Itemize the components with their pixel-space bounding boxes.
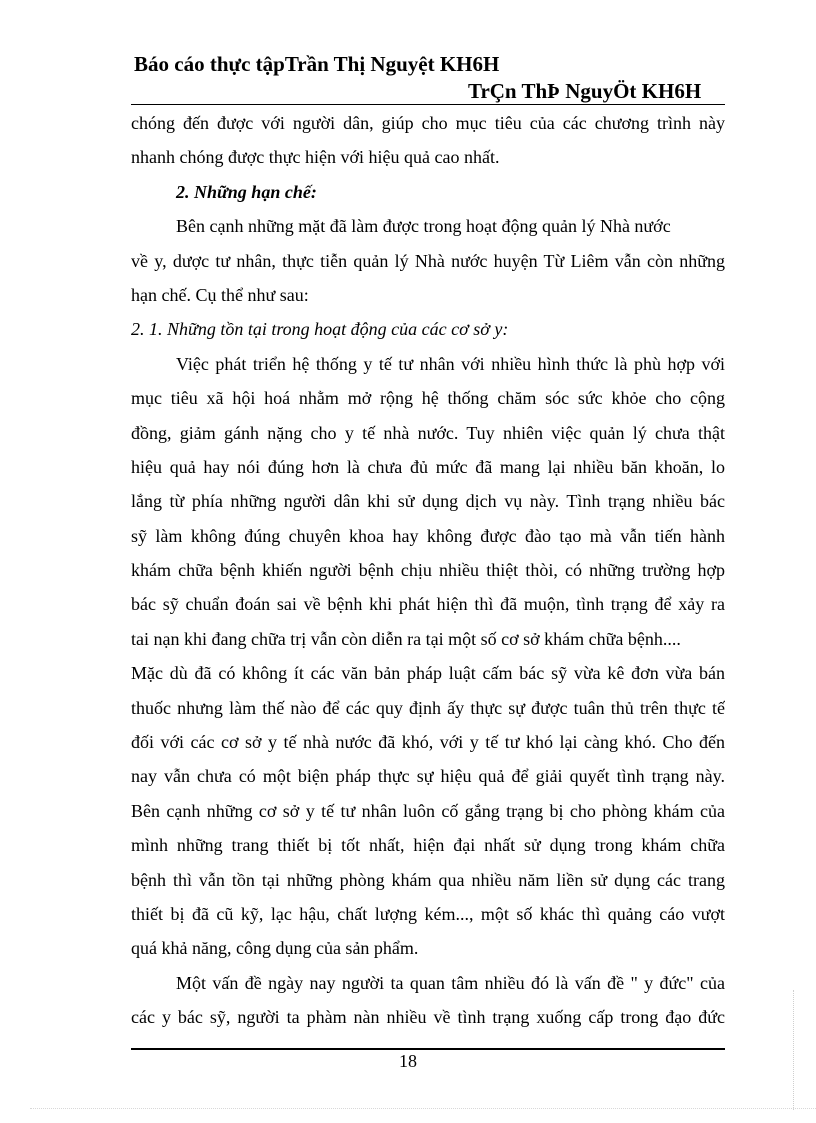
text-line: chóng đến được với người dân, giúp cho mục tiêu của các chương trình này — [131, 113, 725, 133]
page-number: 18 — [399, 1051, 417, 1071]
section-heading: 2. Những hạn chế: — [176, 181, 317, 202]
text-line: bác sỹ chuẩn đoán sai về bệnh khi phát hiện thì đã muộn, tình trạng để xảy ra — [131, 594, 725, 615]
footer-rule — [131, 1048, 725, 1050]
body-text — [131, 106, 725, 1035]
side-dotted-edge — [793, 990, 794, 1110]
text-line: tai nạn khi đang chữa trị vẫn còn diễn ra tại một số cơ sở khám chữa bệnh.... — [131, 628, 681, 649]
text-line: nay vẫn chưa có một biện pháp thực sự hiệu quả để giải quyết tình trạng này. — [131, 766, 725, 787]
text-line: Bên cạnh những mặt đã làm được trong hoạt động quản lý Nhà nước — [176, 216, 671, 237]
text-line: thuốc nhưng làm thế nào để các quy định ấy thực sự được tuân thủ trên thực tế — [131, 697, 725, 718]
text-line: về y, dược tư nhân, thực tiễn quản lý Nhà nước huyện Từ Liêm vẫn còn những — [131, 250, 725, 271]
text-line: Một vấn đề ngày nay người ta quan tâm nhiều đó là vấn đề " y đức" của — [176, 972, 725, 993]
header-author: TrÇn ThÞ NguyÖt KH6H — [468, 79, 702, 103]
text-line: đồng, giảm gánh nặng cho y tế nhà nước. Tuy nhiên việc quản lý chưa thật — [131, 422, 725, 443]
header-rule — [131, 104, 725, 105]
text-line: hạn chế. Cụ thể như sau: — [131, 284, 309, 305]
text-line: đối với các cơ sở y tế nhà nước đã khó, với y tế tư khó lại càng khó. Cho đến — [131, 732, 725, 753]
text-line: các y bác sỹ, người ta phàm nàn nhiều về tình trạng xuống cấp trong đạo đức — [131, 1007, 725, 1028]
subsection-heading: 2. 1. Những tồn tại trong hoạt động của các cơ sở y: — [131, 319, 509, 340]
text-line: mục tiêu xã hội hoá nhằm mở rộng hệ thống chăm sóc sức khỏe cho cộng — [131, 388, 725, 409]
text-line: lắng từ phía những người dân khi sử dụng dịch vụ này. Tình trạng nhiều bác — [131, 491, 725, 512]
text-line: sỹ làm không đúng chuyên khoa hay không được đào tạo mà vẫn tiến hành — [131, 525, 725, 546]
text-line: mình những trang thiết bị tốt nhất, hiện đại nhất sử dụng trong khám chữa — [131, 835, 725, 856]
text-line: bệnh thì vẫn tồn tại những phòng khám qua nhiều năm liền sử dụng các trang — [131, 869, 725, 890]
text-line: Việc phát triển hệ thống y tế tư nhân với nhiều hình thức là phù hợp với — [176, 353, 725, 374]
footer-dotted-edge — [30, 1108, 816, 1109]
text-line: hiệu quả hay nói đúng hơn là chưa đủ mức đã mang lại nhiều băn khoăn, lo — [131, 456, 725, 477]
text-line: quá khả năng, công dụng của sản phẩm. — [131, 938, 419, 959]
text-line: Bên cạnh những cơ sở y tế tư nhân luôn cố gắng trạng bị cho phòng khám của — [131, 800, 725, 821]
text-line: nhanh chóng được thực hiện với hiệu quả cao nhất. — [131, 147, 500, 168]
header-title: Báo cáo thực tậpTrần Thị Nguyệt KH6H — [134, 52, 500, 76]
text-line: thiết bị đã cũ kỹ, lạc hậu, chất lượng kém..., một số khác thì quảng cáo vượt — [131, 903, 725, 924]
text-line: Mặc dù đã có không ít các văn bản pháp luật cấm bác sỹ vừa kê đơn vừa bán — [131, 663, 725, 684]
text-line: khám chữa bệnh khiến người bệnh chịu nhiều thiệt thòi, có những trường hợp — [131, 560, 725, 581]
